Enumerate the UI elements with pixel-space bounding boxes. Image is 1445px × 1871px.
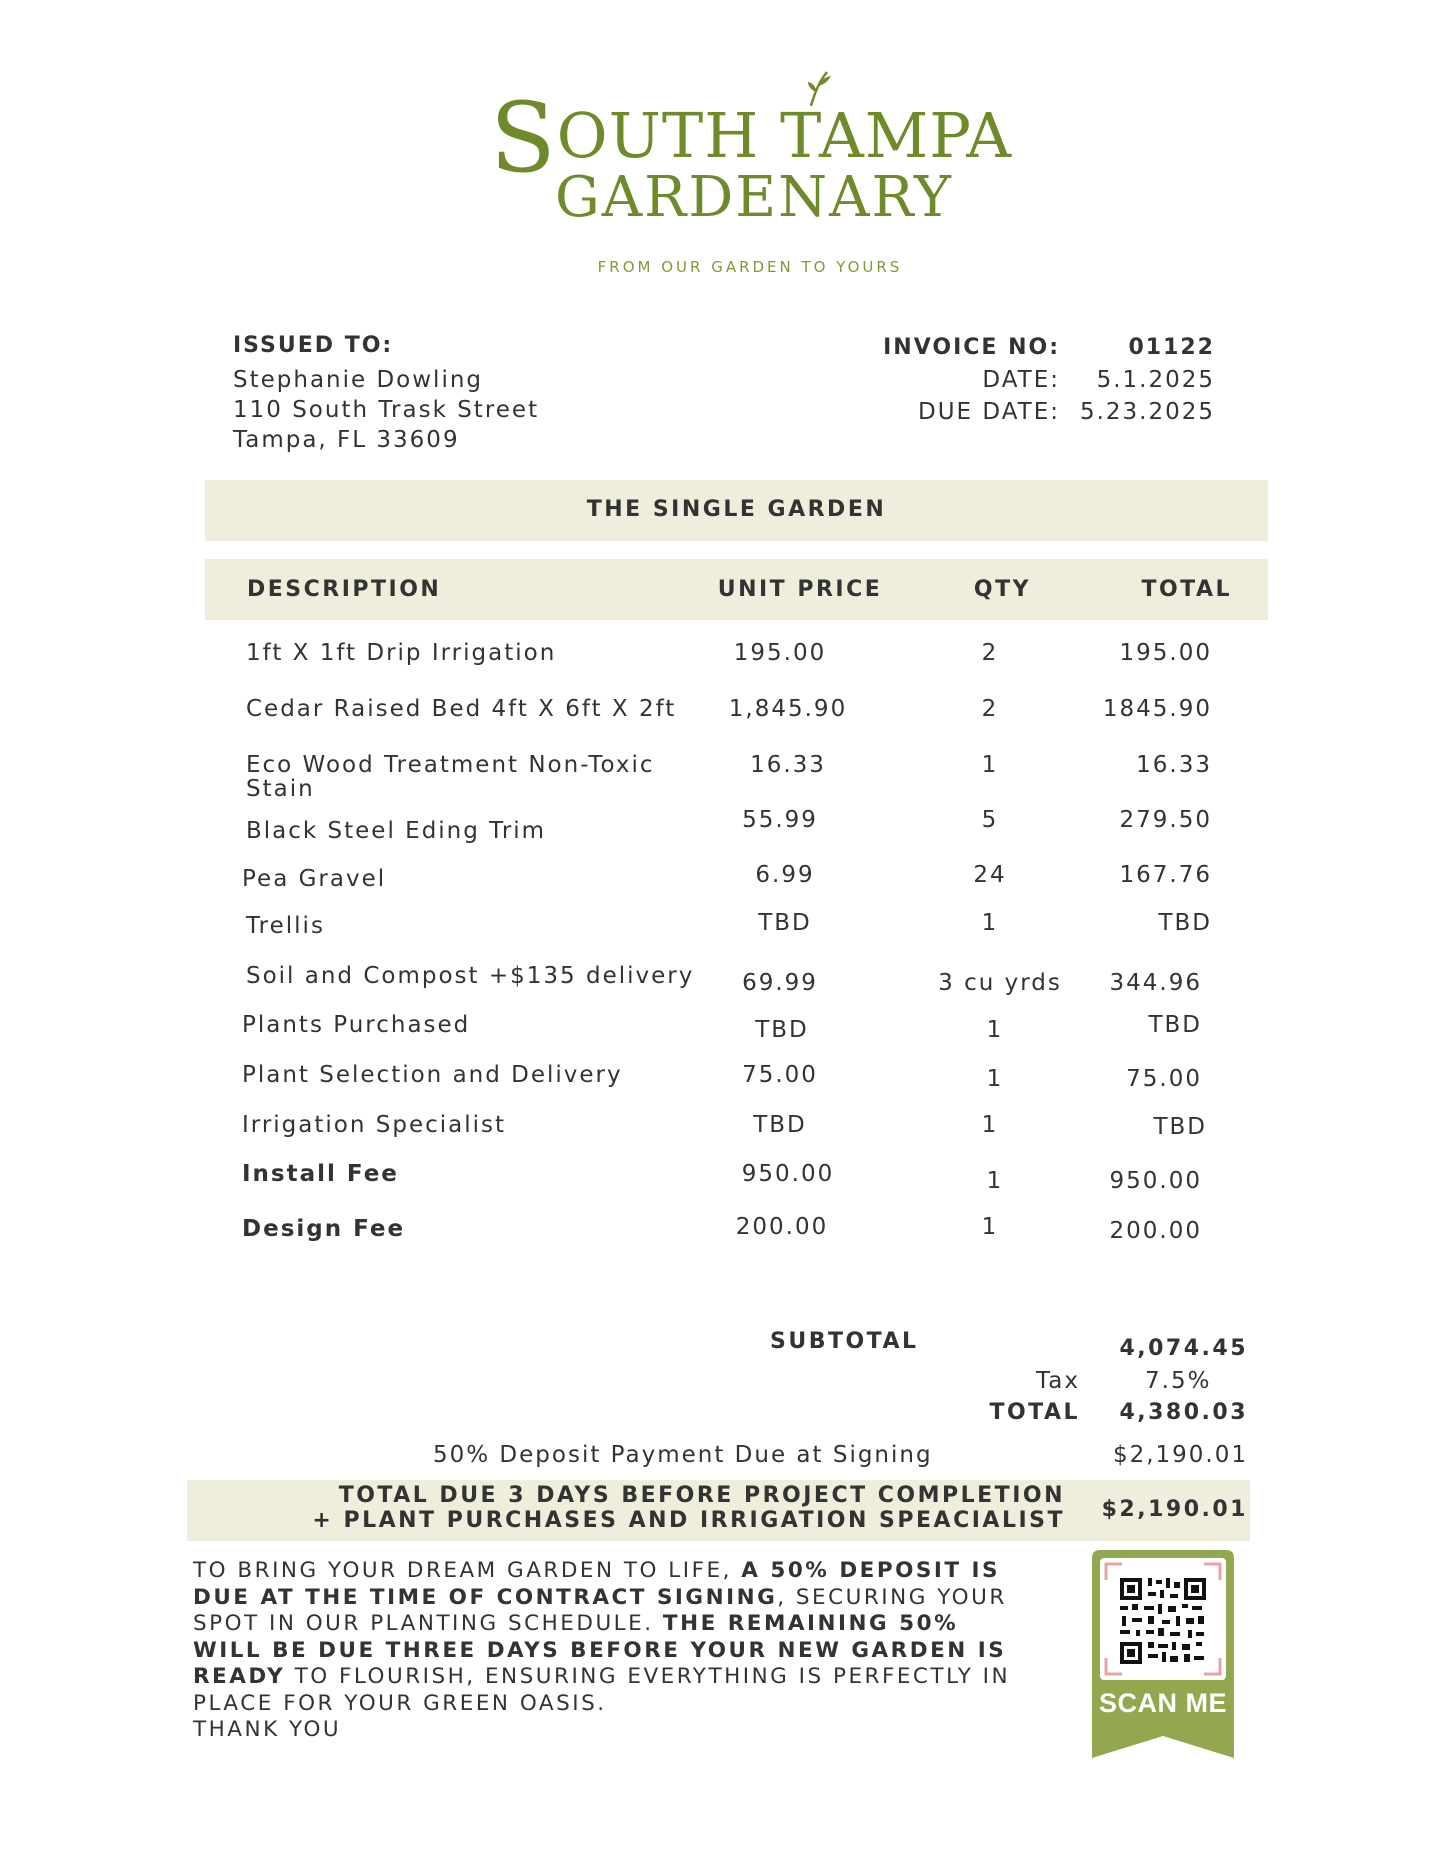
total-value: 4,380.03 <box>1119 1400 1248 1425</box>
brand-name-line1: SOUTH TAMPA <box>490 82 1012 194</box>
customer-city: Tampa, FL 33609 <box>233 427 460 453</box>
payment-terms-note: TO BRING YOUR DREAM GARDEN TO LIFE, A 50% DEPOSIT IS DUE AT THE TIME OF CONTRACT SIGNING, SECURING YOUR SPOT IN OUR PLANTING SCHEDULE. THE REMAINING 50% WILL BE DUE THREE DAYS BEFORE YOUR NEW GARDEN IS READY TO FLOURISH, ENSURING EVERYTHING IS PERFECTLY IN PLACE FOR YOUR GREEN OASIS. THANK YOU <box>193 1558 1011 1742</box>
row-total: 200.00 <box>1109 1218 1202 1244</box>
row-total: 344.96 <box>1109 970 1202 996</box>
balance-value: $2,190.01 <box>1101 1497 1248 1522</box>
tagline: FROM OUR GARDEN TO YOURS <box>597 258 903 276</box>
row-qty: 1 <box>981 752 999 778</box>
col-qty: QTY <box>973 577 1032 602</box>
row-total: 16.33 <box>1136 752 1212 778</box>
row-qty: 1 <box>981 1112 999 1138</box>
qr-badge-shape <box>1092 1550 1234 1758</box>
row-description: Plant Selection and Delivery <box>242 1062 623 1088</box>
subtotal-label: SUBTOTAL <box>770 1329 919 1354</box>
row-description: Plants Purchased <box>242 1012 471 1038</box>
row-description: Irrigation Specialist <box>242 1112 507 1138</box>
row-unit-price: 55.99 <box>742 807 818 833</box>
col-description: DESCRIPTION <box>247 577 442 602</box>
row-qty: 1 <box>986 1066 1004 1092</box>
invoice-number: 01122 <box>1128 335 1215 360</box>
invoice-number-label: INVOICE NO: <box>883 335 1060 360</box>
qr-code-icon <box>1120 1578 1206 1664</box>
due-date-label: DUE DATE: <box>918 399 1060 425</box>
row-unit-price: 1,845.90 <box>728 696 848 722</box>
row-qty: 1 <box>981 910 999 936</box>
total-label: TOTAL <box>989 1400 1080 1425</box>
row-unit-price: 950.00 <box>741 1161 835 1187</box>
row-total: 167.76 <box>1119 862 1212 888</box>
invoice-date: 5.1.2025 <box>1096 367 1215 393</box>
row-qty: 1 <box>981 1214 999 1240</box>
row-total: TBD <box>1158 910 1212 936</box>
row-qty: 2 <box>981 640 999 666</box>
sprig-icon <box>805 68 835 108</box>
row-description: Cedar Raised Bed 4ft X 6ft X 2ft <box>246 696 677 722</box>
row-unit-price: TBD <box>753 1112 807 1138</box>
balance-label-line1: TOTAL DUE 3 DAYS BEFORE PROJECT COMPLETION <box>338 1483 1065 1508</box>
row-description: Pea Gravel <box>242 866 387 892</box>
row-unit-price: 200.00 <box>735 1214 829 1240</box>
row-unit-price: 16.33 <box>750 752 826 778</box>
row-qty: 24 <box>973 862 1007 888</box>
thank-you: THANK YOU <box>193 1717 342 1742</box>
row-description: Design Fee <box>242 1216 406 1242</box>
customer-name: Stephanie Dowling <box>233 367 484 393</box>
row-unit-price: TBD <box>758 910 812 936</box>
subtotal-value: 4,074.45 <box>1119 1336 1248 1361</box>
row-description-continued: Stain <box>246 776 315 802</box>
row-total: 195.00 <box>1119 640 1212 666</box>
row-total: TBD <box>1153 1114 1207 1140</box>
row-description: Eco Wood Treatment Non-Toxic <box>246 752 655 778</box>
tax-value: 7.5% <box>1145 1368 1212 1394</box>
row-qty: 3 cu yrds <box>938 970 1062 996</box>
row-total: 950.00 <box>1109 1168 1202 1194</box>
col-total: TOTAL <box>1141 577 1232 602</box>
row-description: Black Steel Eding Trim <box>246 818 547 844</box>
row-qty: 1 <box>986 1168 1004 1194</box>
row-qty: 2 <box>981 696 999 722</box>
due-date: 5.23.2025 <box>1079 399 1215 425</box>
deposit-label: 50% Deposit Payment Due at Signing <box>433 1442 933 1468</box>
row-total: 1845.90 <box>1102 696 1212 722</box>
deposit-value: $2,190.01 <box>1112 1442 1248 1468</box>
col-unit-price: UNIT PRICE <box>717 577 883 602</box>
scan-me-label: SCAN ME <box>1098 1688 1227 1718</box>
section-title: THE SINGLE GARDEN <box>586 497 887 522</box>
issued-to-label: ISSUED TO: <box>233 333 394 358</box>
row-unit-price: 6.99 <box>755 862 815 888</box>
balance-label-line2: + PLANT PURCHASES AND IRRIGATION SPEACIALIST <box>312 1508 1065 1533</box>
tax-label: Tax <box>1036 1368 1080 1394</box>
row-qty: 1 <box>986 1017 1004 1043</box>
row-unit-price: 69.99 <box>742 970 818 996</box>
row-unit-price: 75.00 <box>742 1062 818 1088</box>
row-description: 1ft X 1ft Drip Irrigation <box>246 640 557 666</box>
qr-badge[interactable] <box>1092 1550 1234 1758</box>
row-description: Install Fee <box>242 1161 399 1187</box>
row-total: 279.50 <box>1119 807 1212 833</box>
brand-name-line2: GARDENARY <box>555 165 953 230</box>
row-unit-price: TBD <box>755 1017 809 1043</box>
row-qty: 5 <box>981 807 999 833</box>
date-label: DATE: <box>982 367 1060 393</box>
row-total: TBD <box>1148 1012 1202 1038</box>
customer-street: 110 South Trask Street <box>233 397 540 423</box>
row-total: 75.00 <box>1126 1066 1202 1092</box>
row-description: Trellis <box>246 913 325 939</box>
row-description: Soil and Compost +$135 delivery <box>246 963 695 989</box>
row-unit-price: 195.00 <box>733 640 827 666</box>
